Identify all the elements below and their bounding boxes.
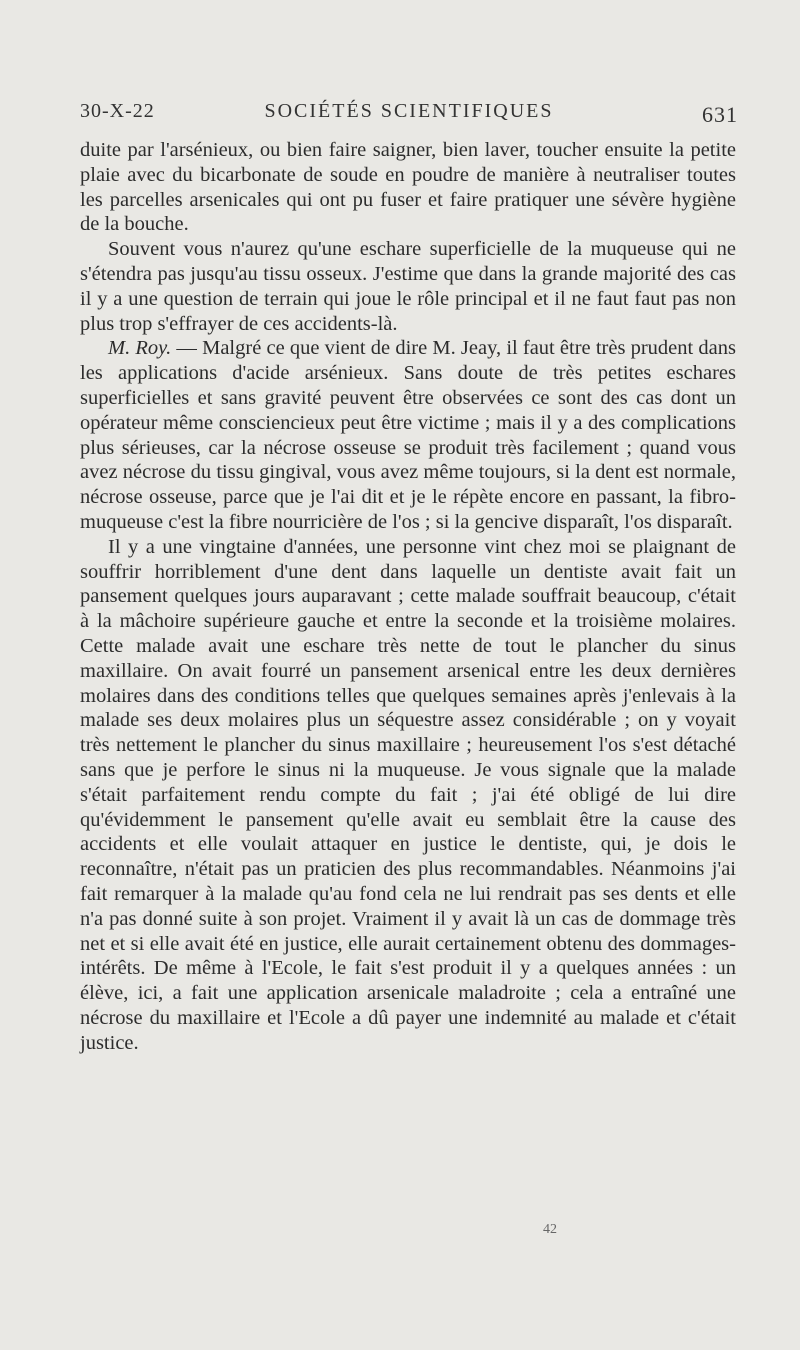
- paragraph-3: [80, 336, 736, 534]
- running-header: [80, 100, 738, 130]
- body-text: [80, 138, 736, 1055]
- paragraph-3-text: — Malgré ce que vient de dire M. Jeay, il faut être très prudent dans les applications d'acide arsénieux. Sans doute de très petites eschares superficielles et sans gravité peuvent être observées ce sont des cas dont un opérateur même consciencieux peut être victime ; mais il y a des complications plus sérieuses, car la nécrose osseuse se produit très facilement ; quand vous avez nécrose du tissu gingival, vous avez même toujours, si la dent est normale, nécrose osseuse, parce que je l'ai dit et je le répète encore en passant, la fibro-muqueuse c'est la fibre nourricière de l'os ; si la gencive disparaît, l'os disparaît.: [80, 337, 736, 533]
- speaker-name: M. Roy.: [108, 337, 172, 360]
- paragraph-4: Il y a une vingtaine d'années, une personne vint chez moi se plaignant de souffrir horriblement d'une dent dans laquelle un dentiste avait fait un pansement quelques jours auparavant ; cette malade souffrait beaucoup, c'était à la mâchoire supérieure gauche et entre la seconde et la troisième molaires. Cette malade avait une eschare très nette de tout le plancher du sinus maxillaire. On avait fourré un pansement arsenical entre les deux dernières molaires dans des conditions telles que quelques semaines après j'enlevais à la malade ses deux molaires plus un séquestre assez considérable ; on y voyait très nettement le plancher du sinus maxillaire ; heureusement l'os s'est détaché sans que je perfore le sinus ni la muqueuse. Je vous signale que la malade s'était parfaitement rendu compte du fait ; j'ai été obligé de lui dire qu'évidemment le pansement qu'elle avait eu semblait être la cause des accidents et elle voulait attaquer en justice le dentiste, qui, je dois le reconnaître, n'était pas un praticien des plus recommandables. Néanmoins j'ai fait remarquer à la malade qu'au fond cela ne lui rendrait pas ses dents et elle n'a pas donné suite à son projet. Vraiment il y avait là un cas de dommage très net et si elle avait été en justice, elle aurait certainement obtenu des dommages-intérêts. De même à l'Ecole, le fait s'est produit il y a quelques années : un élève, ici, a fait une application arsenicale maladroite ; cela a entraîné une nécrose du maxillaire et l'Ecole a dû payer une indemnité au malade et c'était justice.: [80, 535, 736, 1054]
- page-number: 631: [702, 102, 738, 127]
- paragraph-2: Souvent vous n'aurez qu'une eschare superficielle de la muqueuse qui ne s'étendra pas jusqu'au tissu osseux. J'estime que dans la grande majorité des cas il y a une question de terrain qui joue le rôle principal et il ne faut faut pas non plus trop s'effrayer de ces accidents-là.: [80, 238, 736, 335]
- header-date: 30-X-22: [80, 100, 155, 122]
- header-section-title: SOCIÉTÉS SCIENTIFIQUES: [264, 100, 554, 122]
- signature-mark: 42: [543, 1222, 557, 1237]
- paragraph-1: duite par l'arsénieux, ou bien faire saigner, bien laver, toucher ensuite la petite plaie avec du bicarbonate de soude en poudre de manière à neutraliser toutes les parcelles arsenicales qui ont pu fuser et faire pratiquer une sévère hygiène de la bouche.: [80, 139, 736, 236]
